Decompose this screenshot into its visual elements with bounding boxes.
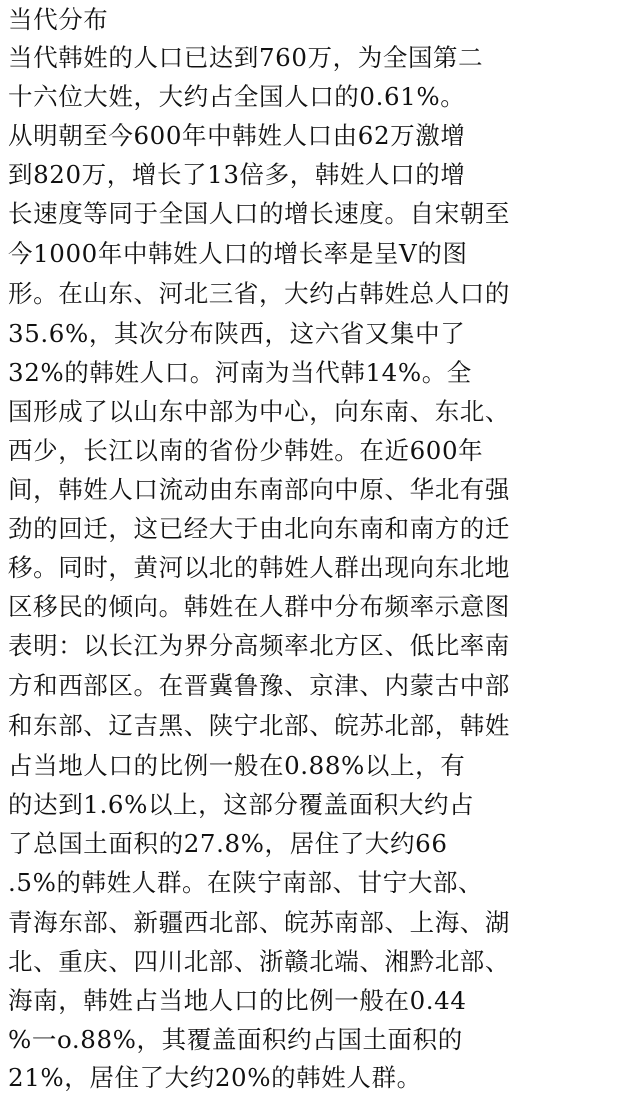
text-line: 形。在山东、河北三省，大约占韩姓总人口的	[8, 279, 510, 308]
text-line: 青海东部、新疆西北部、皖苏南部、上海、湖	[8, 908, 510, 937]
text-line: 从明朝至今600年中韩姓人口由62万激增	[8, 121, 466, 150]
text-line: 方和西部区。在晋冀鲁豫、京津、内蒙古中部	[8, 671, 510, 700]
text-line: 32%的韩姓人口。河南为当代韩14%。全	[8, 358, 472, 387]
text-line: 移。同时，黄河以北的韩姓人群出现向东北地	[8, 553, 510, 582]
text-line: 当代韩姓的人口已达到760万，为全国第二	[8, 43, 484, 72]
text-line: 间，韩姓人口流动由东南部向中原、华北有强	[8, 475, 510, 504]
text-line: 了总国土面积的27.8%，居住了大约66	[8, 829, 448, 858]
text-line: 的达到1.6%以上，这部分覆盖面积大约占	[8, 790, 475, 819]
text-line: 长速度等同于全国人口的增长速度。自宋朝至	[8, 199, 510, 228]
text-line: 区移民的倾向。韩姓在人群中分布频率示意图	[8, 592, 510, 621]
text-line: 今1000年中韩姓人口的增长率是呈V的图	[8, 239, 468, 268]
text-line: 到820万，增长了13倍多，韩姓人口的增	[8, 160, 466, 189]
section-heading: 当代分布	[8, 5, 109, 34]
text-line: 北、重庆、四川北部、浙赣北端、湘黔北部、	[8, 947, 510, 976]
text-line: 西少，长江以南的省份少韩姓。在近600年	[8, 436, 484, 465]
text-line: 和东部、辽吉黑、陕宁北部、皖苏北部，韩姓	[8, 711, 510, 740]
text-line: 十六位大姓，大约占全国人口的0.61%。	[8, 82, 466, 111]
text-line: 海南，韩姓占当地人口的比例一般在0.44	[8, 986, 467, 1015]
text-line: 国形成了以山东中部为中心，向东南、东北、	[8, 397, 510, 426]
text-line: 21%，居住了大约20%的韩姓人群。	[8, 1063, 422, 1092]
text-line: %一o.88%，其覆盖面积约占国土面积的	[8, 1025, 463, 1054]
text-line: 表明：以长江为界分高频率北方区、低比率南	[8, 631, 510, 660]
text-line: 35.6%，其次分布陕西，这六省又集中了	[8, 319, 466, 348]
text-line: .5%的韩姓人群。在陕宁南部、甘宁大部、	[8, 868, 484, 897]
text-line: 占当地人口的比例一般在0.88%以上，有	[8, 751, 466, 780]
text-line: 劲的回迁，这已经大于由北向东南和南方的迁	[8, 514, 510, 543]
